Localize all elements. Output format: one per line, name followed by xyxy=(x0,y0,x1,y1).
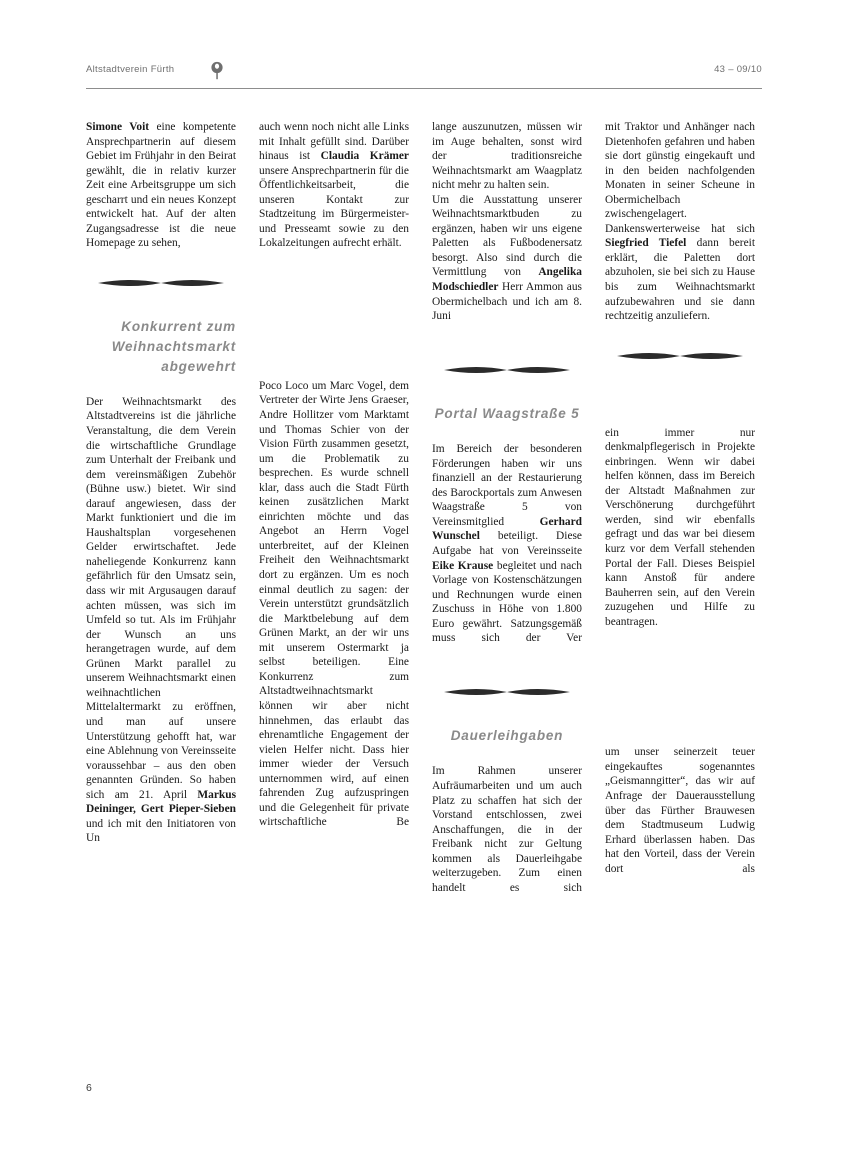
paragraph xyxy=(432,764,582,909)
paragraph xyxy=(432,442,582,660)
lead-in-name: Simone Voit xyxy=(86,121,150,133)
paragraph xyxy=(259,379,409,845)
paragraph-text: mit Traktor und Anhänger nach Dietenhofen gefahren und haben sie dort günstig eingekauft und in den beiden nachfolgenden Monaten in seiner Scheune in Obermichelbach zwischengelagert. Dankenswerterweise hat sich xyxy=(605,121,755,235)
paragraph xyxy=(605,745,755,890)
paragraph-text: unsere Ansprechpartnerin für die Öffentlichkeitsarbeit, die unseren Kontakt zur Stadtzeitung im Bürgermeister- und Presseamt sowie zu den Lokalzeitungen aufrecht erhält. xyxy=(259,164,409,250)
person-name: Siegfried Tiefel xyxy=(605,237,687,250)
paragraph-text: Im Rahmen unserer Aufräumarbeiten und um auch Platz zu schaffen hat sich der Vorstand entschlossen, zwei Anschaffungen, die in der Freibank nicht zur Geltung kommen als Dauerleihgabe weiterzugeben. Zum einen handelt es sich xyxy=(432,765,582,894)
ornament-divider xyxy=(432,686,582,700)
paragraph xyxy=(86,395,236,861)
paragraph xyxy=(259,120,409,251)
paragraph-text: Poco Loco um Marc Vogel, dem Vertreter der Wirte Jens Graeser, Andre Hollitzer vom Marktamt und Thomas Schier von der Vision Fürth zusammen gesetzt, um die Problematik zu besprechen. Es wurde schnell klar, dass auch die Stadt Fürth keinen zusätzlichen Markt einrichten möchte und das Angebot an Herrn Vogel unterbreitet, auf der Kleinen Freiheit den Weihnachtsmarkt dort zu ergänzen. Um es noch einmal deutlich zu sagen: der Verein unterstützt grundsätzlich die Marktbelebung auf dem Grünen Markt, an der wir uns mit unserem Ostermarkt ja selbst beteiligen. Eine Konkurrenz zum Altstadtweihnachtsmarkt können wir aber nicht hinnehmen, das erlaubt das ehrenamtliche Engagement der vielen Helfer nicht. Dass hier immer wieder der Versuch unternommen wird, auf einen fahrenden Zug aufzuspringen und die Gelegenheit für private wirtschaftliche Be xyxy=(259,379,409,829)
paragraph-text: Herr Ammon aus Obermichelbach und ich am 8. Juni xyxy=(432,281,582,323)
person-name: Eike Krause xyxy=(432,559,494,572)
header-divider xyxy=(86,88,762,89)
page-number: 6 xyxy=(86,1082,92,1094)
person-name: Gerhard Wunschel xyxy=(432,515,582,543)
paragraph xyxy=(605,120,755,324)
ornament-divider xyxy=(605,350,755,364)
paragraph-text: ein immer nur denkmalpflegerisch in Projekte einbringen. Wenn wir dabei helfen können, dass im Bereich der Altstadt Maßnahmen zur Verschönerung durchgeführt werden, sind wir ebenfalls gefragt und das war bei diesem kurz vor dem Verfall stehenden Portal der Fall. Dieses Beispiel kann Anstoß für andere Bauherren sein, auf den Verein zuzugehen und Hilfe zu beantragen. xyxy=(605,426,755,628)
ornament-divider xyxy=(86,277,236,291)
paragraph-text: beteiligt. Diese Aufgabe hat von Vereinsseite xyxy=(432,530,582,558)
paragraph-text: Um die Ausstattung unserer Weihnachtsmarktbuden zu ergänzen, haben wir uns eigene Paletten als Fußbodenersatz besorgt. Also sind durch die Vermittlung von xyxy=(432,193,582,279)
section-heading-weihnachtsmarkt: Konkurrent zum Weihnachtsmarkt abgewehrt xyxy=(111,318,236,374)
text-column-1 xyxy=(86,120,236,860)
ornament-divider xyxy=(432,364,582,378)
page-header xyxy=(86,62,762,86)
person-name: Claudia Krämer xyxy=(320,150,409,163)
paragraph-text: auch wenn noch nicht alle Links mit Inhalt gefüllt sind. Darüber hinaus ist xyxy=(259,121,409,163)
section-heading-dauerleihgaben: Dauerleihgaben xyxy=(450,728,564,744)
issue-number: 43 – 09/10 xyxy=(714,64,762,75)
paragraph-text: dann bereit erklärt, die Paletten dort abzuholen, sie bei sich zu Hause bis zum Weihnachtsmarkt aufzubewahren und sie dann rechtzeitig anzuliefern. xyxy=(605,237,755,323)
person-name: Angelika Modschiedler xyxy=(432,266,582,294)
paragraph-text: eine kompetente Ansprechpartnerin auf diesem Gebiet im Frühjahr in den Beirat gewählt, die in relativ kurzer Zeit eine Arbeitsgruppe um sich gescharrt und ein neues Konzept entwickelt hat. Auf der alten Zugangsadresse ist die neue Homepage zu sehen, xyxy=(86,121,236,250)
paragraph xyxy=(86,120,236,251)
paragraph-text: Der Weihnachtsmarkt des Altstadtvereins ist die jährliche Veranstaltung, die dem Verein die wirtschaftliche Grundlage zum Unterhalt der Freibank und dem vereinsmäßigen Zubehör (Bühne usw.) bietet. Wir sind darauf angewiesen, dass der Markt funktioniert und die im Haushaltsplan vorgesehenen Gelder erwirtschaftet. Jede naheliegende Konkurrenz kann gefährlich für den Umsatz sein, dass wir mit Argusaugen darauf achten müssen, was sich im Umfeld so tut. Als im Frühjahr der Wunsch an uns herangetragen wurde, auf dem Grünen Markt parallel zu unserem Weihnachtsmarkt einen weihnachtlichen Mittelaltermarkt zu eröffnen, und man auf unsere Unterstützung gehofft hat, war eine Ablehnung von Vereinsseite voraussehbar – aus den oben genannten Gründen. So haben sich am 21. April xyxy=(86,395,236,801)
paragraph xyxy=(432,193,582,338)
person-names: Markus Deininger, Gert Pieper-Sieben xyxy=(86,788,236,816)
section-heading-portal: Portal Waagstraße 5 xyxy=(434,406,580,422)
paragraph-text-cont: und ich mit den Initiatoren von Un xyxy=(86,817,236,845)
paragraph-text: Im Bereich der besonderen Förderungen haben wir uns finanziell an der Restaurierung des Barockportals zum Anwesen Waagstraße 5 von Vereinsmitglied xyxy=(432,443,582,528)
text-column-4 xyxy=(605,120,755,891)
paragraph-text: lange auszunutzen, müssen wir im Auge behalten, sonst wird der traditionsreiche Weihnachtsmarkt am Waagplatz nicht mehr zu halten sein. xyxy=(432,121,582,192)
paragraph xyxy=(432,120,582,193)
publication-name: Altstadtverein Fürth xyxy=(86,64,175,75)
text-column-2 xyxy=(259,120,409,844)
tree-logo-icon xyxy=(208,60,226,80)
paragraph xyxy=(605,426,755,630)
paragraph-text: begleitet und nach Vorlage von Kostenschätzungen und Rechnungen wurde einen Zuschuss in Höhe von 1.800 Euro gewährt. Satzungsgemäß muss sich der Ver xyxy=(432,559,582,645)
text-column-3 xyxy=(432,120,582,910)
paragraph-text: um unser seinerzeit teuer eingekauftes sogenanntes „Geismanngitter“, das wir auf Anfrage der Dauerausstellung über das Fürther Brauwesen dem Stadtmuseum Ludwig Erhard überlassen haben. Das hat den Vorteil, dass der Verein dort als xyxy=(605,746,755,875)
